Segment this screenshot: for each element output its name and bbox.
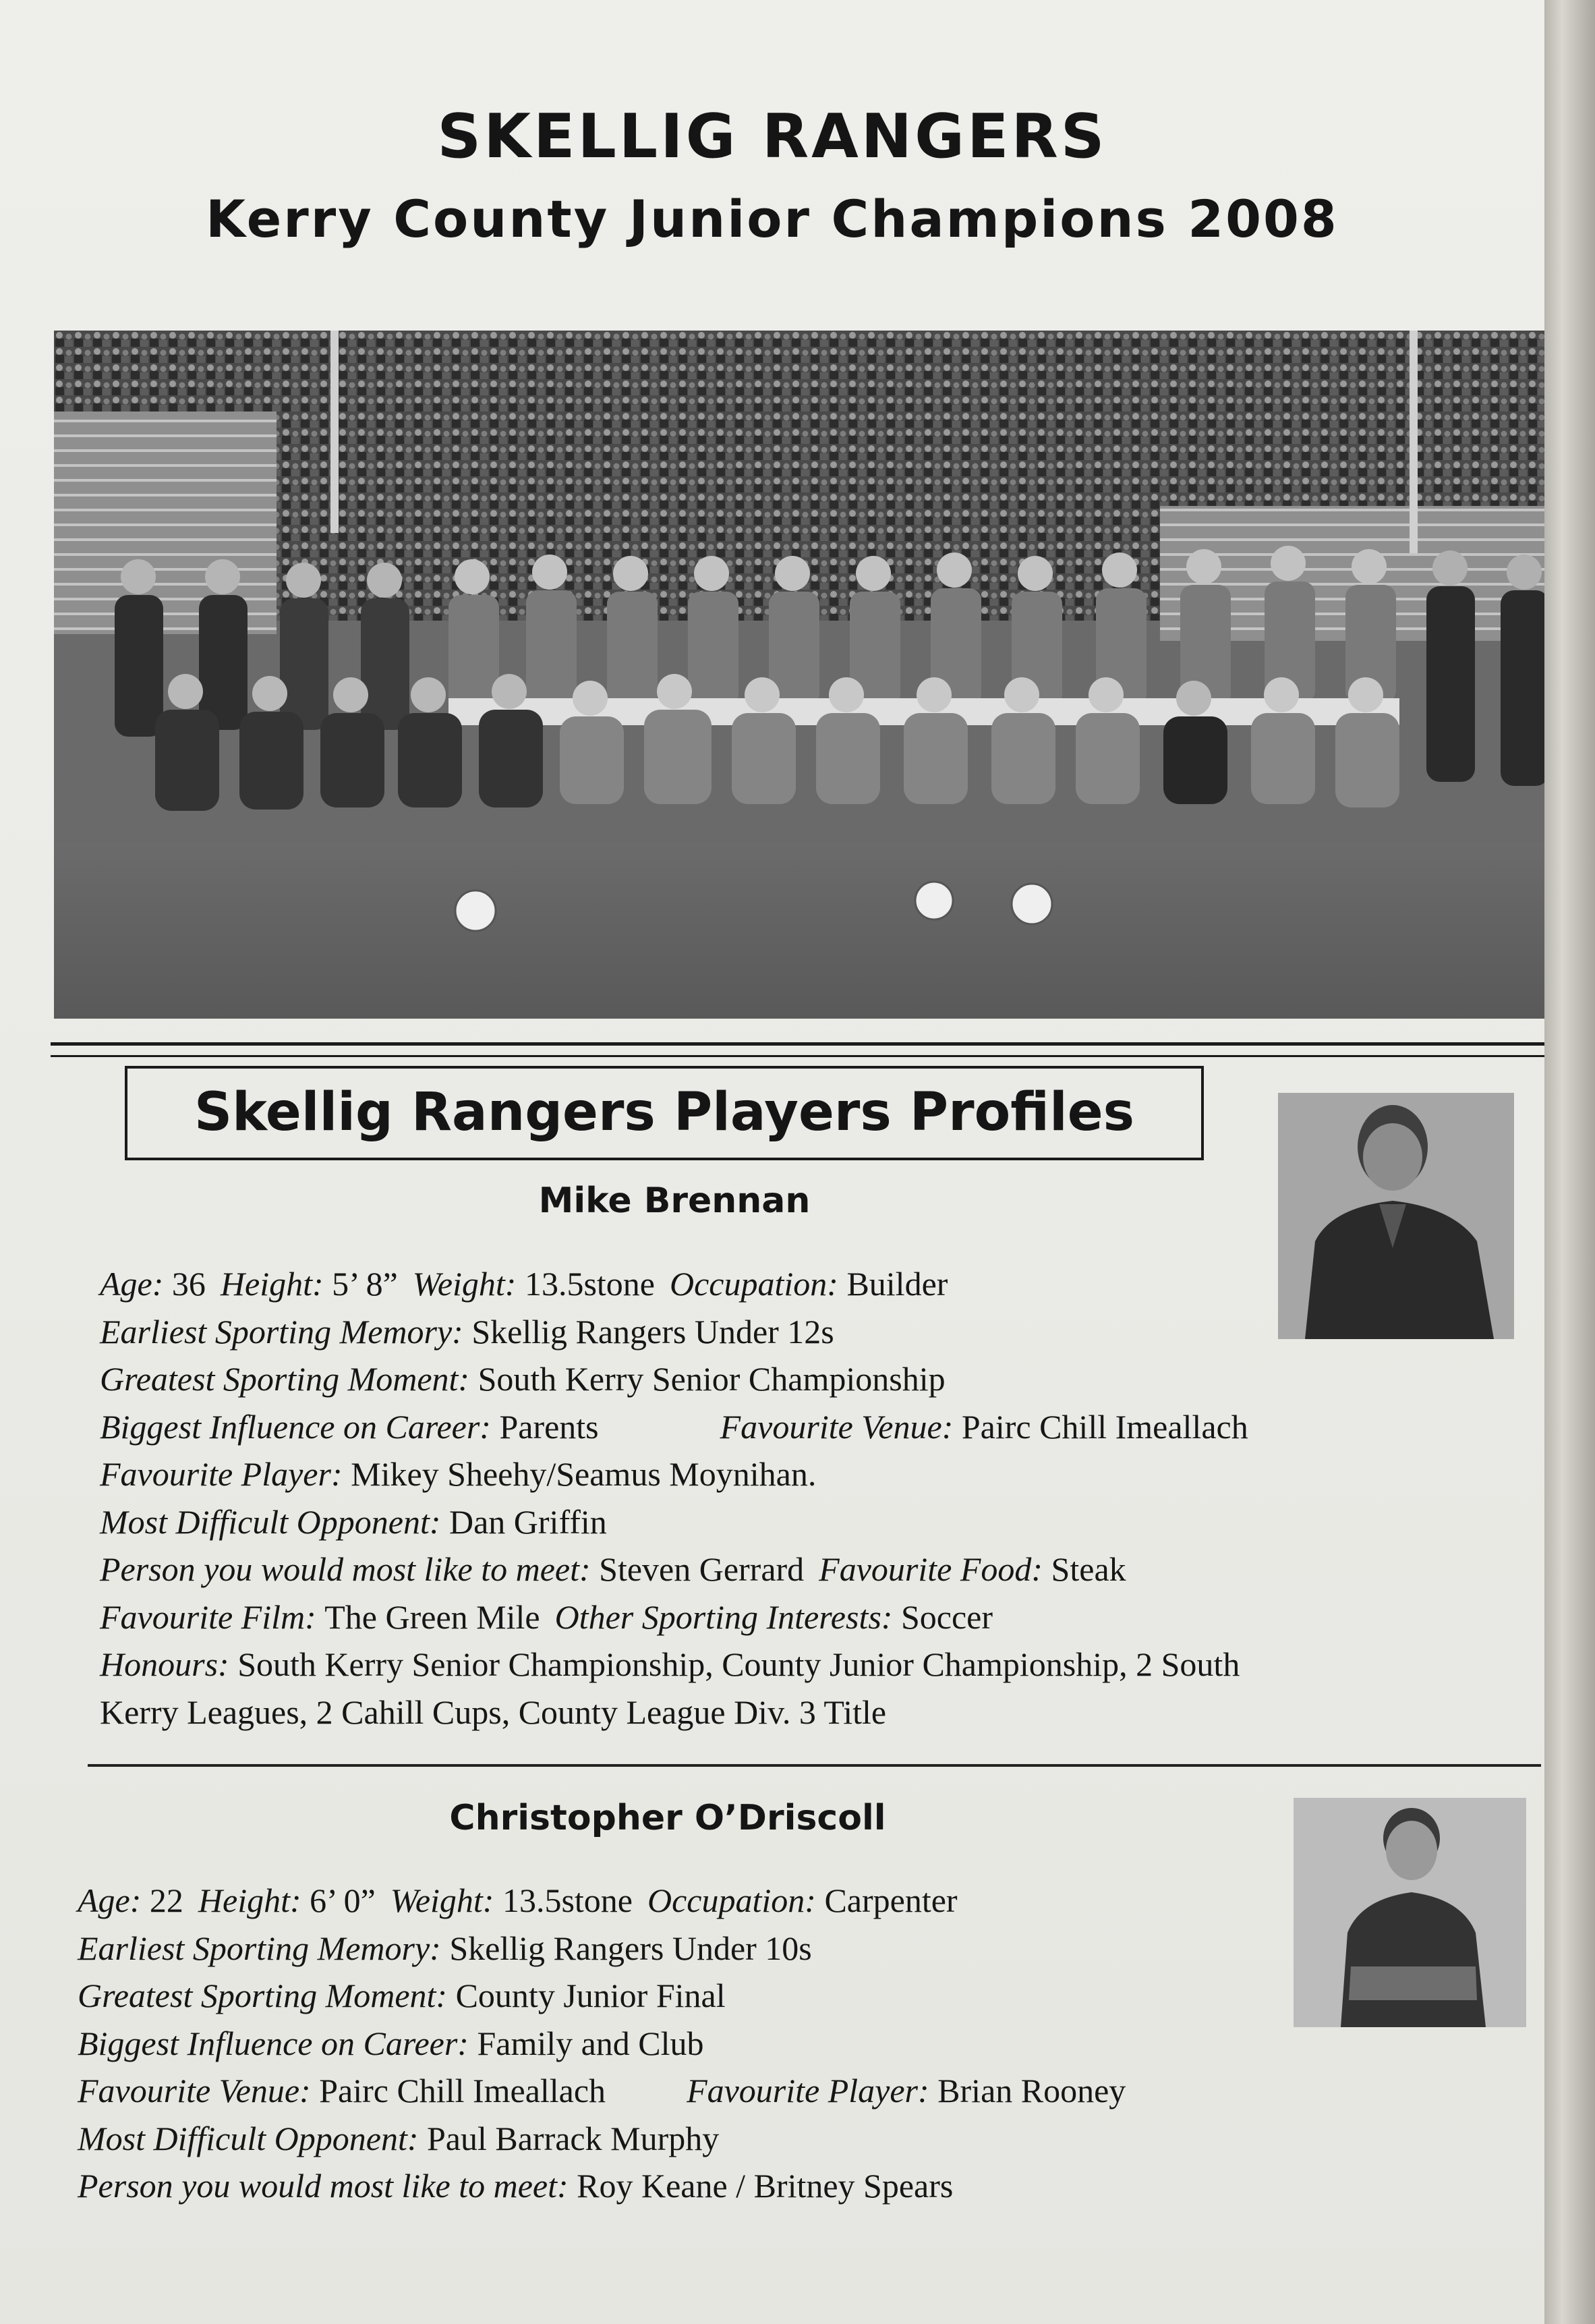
field-value: Family and Club [477,2024,704,2062]
field-label: Honours: [100,1645,238,1683]
field-label: Other Sporting Interests: [554,1597,901,1636]
field-value: Dan Griffin [449,1502,607,1541]
field-label: Weight: [412,1265,525,1303]
profile-line [78,2162,1126,2210]
profile-line [100,1689,1248,1736]
field-label: Age: [78,1881,150,1919]
field-value: Pairc Chill Imeallach [961,1407,1248,1446]
profile-line [100,1450,1248,1498]
field-label: Favourite Food: [819,1550,1051,1588]
field-label: Occupation: [670,1265,847,1303]
player-name: Christopher O’Driscoll [449,1798,886,1838]
field-value: 13.5stone [524,1265,655,1303]
player-profile-brennan [100,1260,1248,1736]
field-label: Occupation: [647,1881,825,1919]
player-portrait-odriscoll [1294,1798,1526,2027]
profile-line [100,1355,1248,1403]
player-portrait-brennan [1278,1093,1514,1339]
field-value: Soccer [900,1597,993,1636]
field-label: Weight: [390,1881,502,1919]
profile-line [100,1498,1248,1546]
profile-divider [88,1764,1541,1767]
field-value: Steven Gerrard [599,1550,805,1588]
field-label: Favourite Venue: [720,1407,962,1446]
field-label: Greatest Sporting Moment: [78,1977,456,2014]
field-label: Biggest Influence on Career: [100,1407,500,1446]
field-label: Favourite Venue: [78,2072,320,2109]
field-value: South Kerry Senior Championship, County Junior Championship, 2 South [237,1645,1240,1683]
profile-line [78,2115,1126,2163]
field-value: Skellig Rangers Under 10s [449,1929,812,1967]
field-value: Paul Barrack Murphy [427,2119,720,2157]
profile-line [78,2020,1126,2068]
field-value: The Green Mile [324,1597,540,1636]
field-label: Favourite Film: [100,1597,325,1636]
field-value: 6’ 0” [310,1881,376,1919]
field-value: Skellig Rangers Under 12s [471,1312,834,1351]
field-label: Favourite Player: [687,2072,938,2109]
profile-line [78,2067,1126,2115]
profile-line [100,1546,1248,1593]
field-value: 5’ 8” [332,1265,398,1303]
field-label: Most Difficult Opponent: [100,1502,449,1541]
field-value: County Junior Final [455,1977,726,2014]
profile-line [78,1877,1126,1925]
field-label: Earliest Sporting Memory: [78,1929,450,1967]
field-label: Person you would most like to meet: [100,1550,600,1588]
field-label: Biggest Influence on Career: [78,2024,477,2062]
profile-line [78,1972,1126,2020]
field-value: South Kerry Senior Championship [477,1360,946,1398]
field-value: 13.5stone [502,1881,633,1919]
page-subtitle: Kerry County Junior Champions 2008 [206,189,1339,249]
field-label: Person you would most like to meet: [78,2167,577,2205]
field-value: 36 [171,1265,206,1303]
section-title-box [125,1066,1204,1160]
section-title: Skellig Rangers Players Profiles [194,1082,1135,1143]
section-divider [51,1042,1575,1057]
field-value: Carpenter [824,1881,958,1919]
field-value: Brian Rooney [937,2072,1126,2109]
field-value: Pairc Chill Imeallach [319,2072,606,2109]
player-name: Mike Brennan [538,1181,811,1221]
page-title: SKELLIG RANGERS [437,101,1107,172]
profile-line [100,1403,1248,1451]
field-label: Greatest Sporting Moment: [100,1360,478,1398]
field-label: Height: [198,1881,310,1919]
profile-line [100,1308,1248,1356]
profile-line [100,1260,1248,1308]
field-value: Mikey Sheehy/Seamus Moynihan. [351,1455,817,1493]
field-value: Steak [1051,1550,1126,1588]
field-value: Builder [846,1265,948,1303]
field-value: Roy Keane / Britney Spears [577,2167,954,2205]
profile-line [100,1593,1248,1641]
field-value: 22 [149,1881,183,1919]
field-label: Most Difficult Opponent: [78,2119,427,2157]
field-label: Earliest Sporting Memory: [100,1312,472,1351]
field-label: Height: [220,1265,332,1303]
field-value: Kerry Leagues, 2 Cahill Cups, County League Div. 3 Title [100,1693,887,1731]
player-profile-odriscoll [78,1877,1126,2210]
field-value: Parents [499,1407,599,1446]
next-page-edge [1544,0,1595,2324]
team-photo [54,331,1575,1019]
field-label: Age: [100,1265,172,1303]
profile-line [100,1641,1248,1689]
field-label: Favourite Player: [100,1455,351,1493]
profile-line [78,1925,1126,1973]
